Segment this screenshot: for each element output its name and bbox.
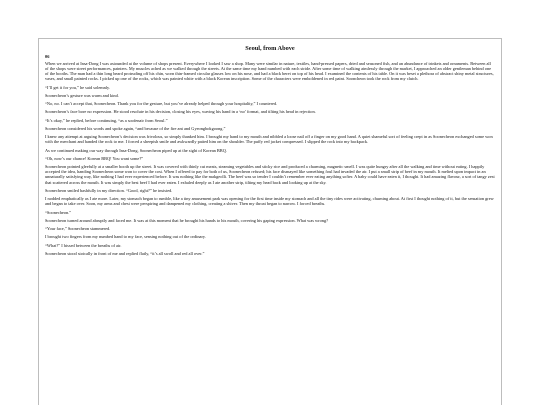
paragraph: “Your face,” Soonecheon stammered. [45,226,111,231]
document-title: Seoul, from Above [245,45,295,52]
paragraph: Soonecheon’s gesture was warm and kind. [45,92,119,98]
paragraph: As we continued making our way through Insa-Dong, Soonecheon piped up at the sight of Korean BBQ. [45,147,227,153]
paragraph: Soonecheon smiled bashfully in my direction. “Good, right?” he insisted. [45,187,173,193]
paragraph: Soonecheon’s face bore no expression. He stood resolute in his decision, closing his eyes, waving his hand in a ‘no’ format, and tilting his head in rejection. [45,109,316,115]
paragraph: Soonecheon stood stoically in front of me and replied flatly, “it’s all swoll and red all over.” [45,250,205,256]
paragraph: “I’ll get it for you,” he said solemnly. [45,84,110,90]
paragraph: “No, no. I can’t accept that, Soonecheon. Thank you for the gesture, but you’ve already helped through your hospitality,” I countered. [45,101,278,107]
paragraph: Soonecheon considered his words and spoke again, “and because of the fire ant and Gyeongbokgoong.” [45,125,226,131]
paragraph: “What?” I hissed between the breaths of air. [45,242,122,248]
paragraph: When we arrived at Insa-Dong I was astounded at the volume of shops present. Everywhere I looked I saw a shop. Many were similar in nature, textiles, hand-pressed papers, dried and seasoned fish, and an abundance of trinkets and ornaments. Between all of the shops were street performances, painters. My muscles ached as we walked through the streets. At the same time my hand numbed with each stride. After some time of walking aimlessly through the market, I approached an older gentleman behind one of the booths. The man had a thin long beard protruding off his chin, worn thin-framed circular glasses low on his nose, and had a black beret on top of his head. I examined the contents of his table. On it was beset a plethora of abstract shiny metal structures, vases, and small painted rocks. I picked up one of the rocks, which was painted white with a black Korean inscription. Some of the characters were emboldened in red paint. Sooncheon took the rock from my clutch. [45,61,494,82]
paragraph: Soonecheon pointed gleefully at a smaller booth up the street. It was covered with thinly cut meats, steaming vegetables and sticky rice and produced a charming, magnetic smell. I was quite hungry after all the walking and time without eating. I happily accepted the idea, handing Soonecheon some won to cover the cost. When I offered to pay for both of us, Soonecheon refused; his face dismayed like something foul had invaded the air. I put a small strip of beef in my mouth. It melted upon impact in an unnaturally satisfying way, like nothing I had ever experienced before. It was nothing like the makgeolli. The beef was so tender I couldn’t remember ever eating anything softer. A baby could have eaten it, I thought. It had amazing flavour, a sort of tangy zest that scattered across the mouth. It was simply the best beef I had ever eaten. I exhaled deeply as I ate another strip, tilting my head back and looking up at the sky. [45,164,495,185]
paragraph: I knew any attempt at arguing Soonecheon’s decision was frivolous, so simply thanked him. I brought my hand to my mouth and nibbled a loose nail off a finger on my good hand. A quiet shameful sort of feeling crept in as Soonecheon exchanged some won with the merchant and handed the rock to me. I forced a sheepish smile and awkwardly patted him on the shoulder. The puffy red jacket compressed. I slipped the rock into my backpack. [45,134,493,145]
paragraph: Soonecheon turned around abruptly and faced me. It was at this moment that he brought his hands to his mouth, covering his gaping expression. What was wrong? [45,217,329,223]
document-body [45,61,495,256]
paragraph: “Soonecheon.” [45,209,72,215]
paragraph: “It’s okay,” he replied, before continuing, “as a soofenair from Seoul.” [45,117,168,123]
paragraph: “Oh, now’s our chance! Korean BBQ! You want some?” [45,155,144,161]
paragraph: I brought two fingers from my numbed hand to my face, sensing nothing out of the ordinary. [45,234,206,240]
paragraph: I nodded emphatically as I ate more. Later, my stomach began to rumble, like a tiny amusement park was opening for the first time inside my stomach and all the tiny rides were activating, churning about. At first I thought nothing of it, but the sensation grew and began to take over. Soon, my arms and chest were perspiring and dampened my clothing, creating a shiver. Then my throat began to narrow. I forced breaths. [45,196,494,207]
document-page [38,38,502,405]
chapter-number: 06 [45,54,50,59]
